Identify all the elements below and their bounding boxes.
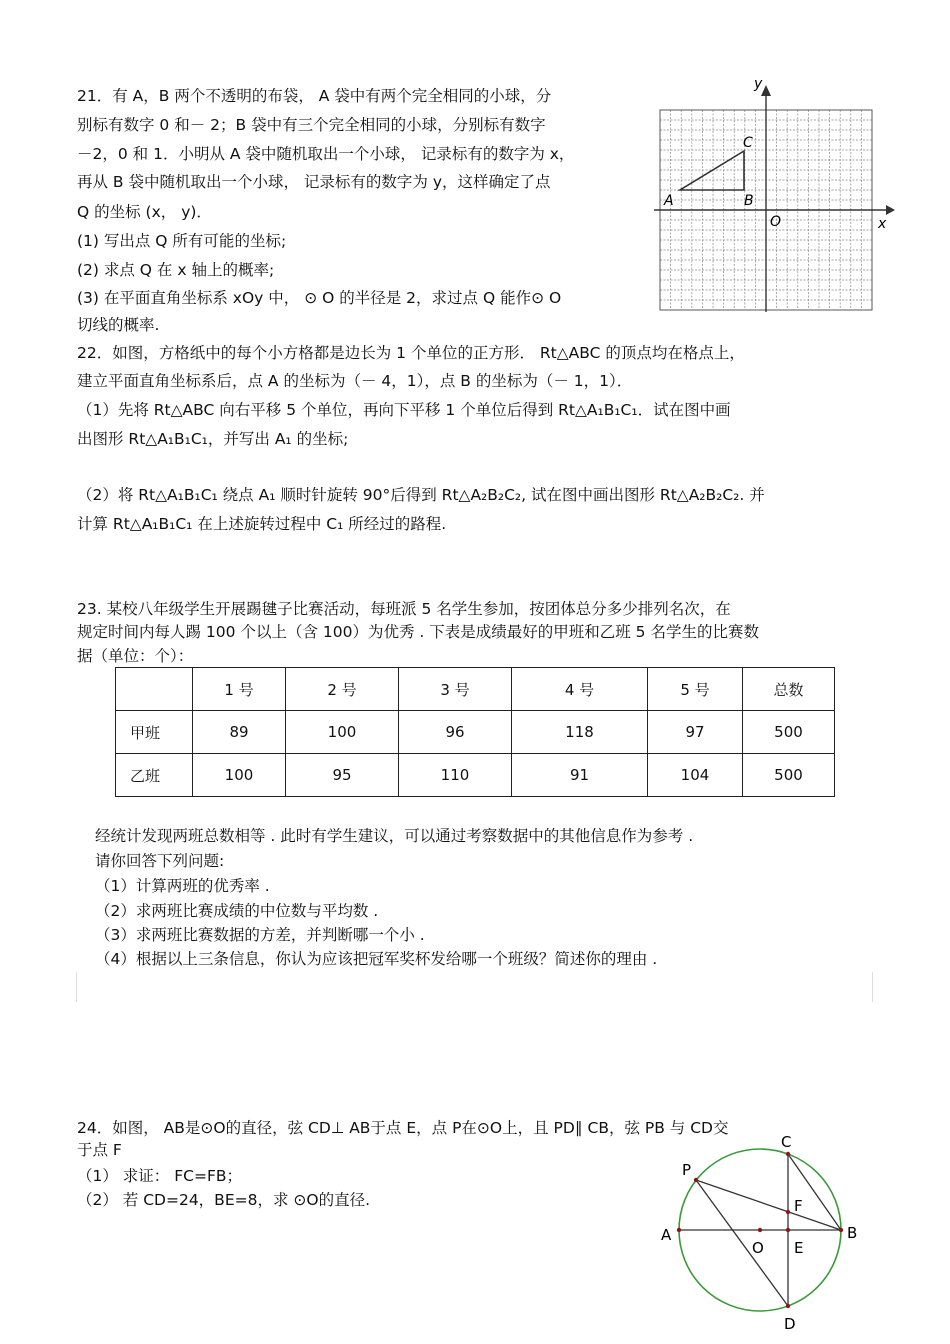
q22-line: 建立平面直角坐标系后，点 A 的坐标为（－ 4，1），点 B 的坐标为（－ 1，1）． xyxy=(77,372,633,390)
q22-line: （1）先将 Rt△ABC 向右平移 5 个单位，再向下平移 1 个单位后得到 Rt△A₁B₁C₁．试在图中画 xyxy=(77,401,731,419)
q21-line: 别标有数字 0 和－ 2；B 袋中有三个完全相同的小球，分别标有数字 xyxy=(77,116,546,134)
q24-line: 24．如图， AB是⊙O的直径，弦 CD⊥ AB于点 E，点 P在⊙O上，且 PD∥ CB，弦 PB 与 CD交 xyxy=(77,1119,729,1137)
point-a-label: A xyxy=(661,1226,672,1244)
q22-line: 出图形 Rt△A₁B₁C₁，并写出 A₁ 的坐标; xyxy=(77,430,349,448)
q23-line: 23. 某校八年级学生开展踢毽子比赛活动，每班派 5 名学生参加，按团体总分多少排列名次，在 xyxy=(77,600,731,618)
y-axis-arrow xyxy=(761,85,771,96)
table-header-cell: 2 号 xyxy=(286,668,399,711)
point-d-label: D xyxy=(784,1315,796,1333)
table-cell: 500 xyxy=(743,711,835,754)
chord-cb xyxy=(788,1154,841,1230)
x-label: x xyxy=(878,216,887,232)
table-row xyxy=(116,754,835,797)
q21-line: 21．有 A，B 两个不透明的布袋， A 袋中有两个完全相同的小球，分 xyxy=(77,87,552,105)
q22-line: 计算 Rt△A₁B₁C₁ 在上述旋转过程中 C₁ 所经过的路程. xyxy=(77,515,447,533)
table-header-cell: 总数 xyxy=(743,668,835,711)
table-cell: 91 xyxy=(512,754,648,797)
table-row-label: 乙班 xyxy=(116,754,193,797)
q24-line: （2） 若 CD=24，BE=8，求 ⊙O的直径. xyxy=(77,1191,371,1209)
q23-after-line: （3）求两班比赛数据的方差，并判断哪一个小 . xyxy=(95,926,425,944)
grid-figure xyxy=(650,74,900,319)
q21-line: 再从 B 袋中随机取出一个小球， 记录标有的数字为 y，这样确定了点 xyxy=(77,173,551,191)
q23-line: 据（单位：个）： xyxy=(77,647,194,665)
origin-label: O xyxy=(770,214,782,230)
point-c-label: C xyxy=(781,1133,792,1151)
point-b-label: B xyxy=(847,1224,858,1242)
table-header-cell: 1 号 xyxy=(193,668,286,711)
chord-pb xyxy=(696,1180,841,1230)
table-cell: 100 xyxy=(286,711,399,754)
table-cell: 110 xyxy=(399,754,512,797)
q22-line: 22．如图，方格纸中的每个小方格都是边长为 1 个单位的正方形． Rt△ABC 的顶点均在格点上， xyxy=(77,344,745,362)
vertex-b-label: B xyxy=(744,193,754,209)
q21-line: (1) 写出点 Q 所有可能的坐标; xyxy=(77,232,287,250)
point-e-label: E xyxy=(794,1239,804,1257)
q21-line: (3) 在平面直角坐标系 xOy 中， ⊙ O 的半径是 2，求过点 Q 能作⊙ O xyxy=(77,289,562,307)
q23-after-line: （2）求两班比赛成绩的中位数与平均数 . xyxy=(95,902,379,920)
x-axis-arrow xyxy=(886,205,895,215)
table-header-cell: 4 号 xyxy=(512,668,648,711)
table-cell: 96 xyxy=(399,711,512,754)
q24-line: （1） 求证： FC=FB； xyxy=(77,1167,242,1185)
y-label: y xyxy=(754,76,763,92)
table-header-cell xyxy=(116,668,193,711)
table-cell: 89 xyxy=(193,711,286,754)
table-header-cell: 5 号 xyxy=(648,668,743,711)
table-cell: 500 xyxy=(743,754,835,797)
q23-after-line: （4）根据以上三条信息，你认为应该把冠军奖杯发给哪一个班级？简述你的理由 . xyxy=(95,950,658,968)
vertex-a-label: A xyxy=(664,193,674,209)
table-cell: 100 xyxy=(193,754,286,797)
table-cell: 97 xyxy=(648,711,743,754)
q21-line: (2) 求点 Q 在 x 轴上的概率; xyxy=(77,261,275,279)
table-cell: 95 xyxy=(286,754,399,797)
circle-figure xyxy=(655,1130,870,1344)
table-cell: 118 xyxy=(512,711,648,754)
score-table xyxy=(115,667,835,797)
q23-after-line: 经统计发现两班总数相等 . 此时有学生建议，可以通过考察数据中的其他信息作为参考 . xyxy=(95,827,694,845)
table-row xyxy=(116,711,835,754)
chord-pd xyxy=(696,1180,788,1306)
q23-line: 规定时间内每人踢 100 个以上（含 100）为优秀 . 下表是成绩最好的甲班和乙班 5 名学生的比赛数 xyxy=(77,623,759,641)
point-o-label: O xyxy=(752,1239,764,1257)
q22-line: （2）将 Rt△A₁B₁C₁ 绕点 A₁ 顺时针旋转 90°后得到 Rt△A₂B₂C₂, 试在图中画出图形 Rt△A₂B₂C₂. 并 xyxy=(77,486,765,504)
point-p-label: P xyxy=(682,1161,692,1179)
q23-after-line: （1）计算两班的优秀率 . xyxy=(95,877,270,895)
answer-area-left-border xyxy=(76,972,77,1002)
table-header-row xyxy=(116,668,835,711)
table-cell: 104 xyxy=(648,754,743,797)
q23-after-line: 请你回答下列问题: xyxy=(95,852,225,870)
table-header-cell: 3 号 xyxy=(399,668,512,711)
point-f-label: F xyxy=(794,1197,803,1215)
answer-area-right-border xyxy=(872,972,873,1002)
table-row-label: 甲班 xyxy=(116,711,193,754)
q21-line: －2，0 和 1．小明从 A 袋中随机取出一个小球， 记录标有的数字为 x， xyxy=(77,145,575,163)
vertex-c-label: C xyxy=(743,135,753,151)
q21-line: 切线的概率. xyxy=(77,316,160,334)
q24-line: 于点 F xyxy=(77,1141,122,1159)
q21-line: Q 的坐标 (x， y)． xyxy=(77,203,212,221)
